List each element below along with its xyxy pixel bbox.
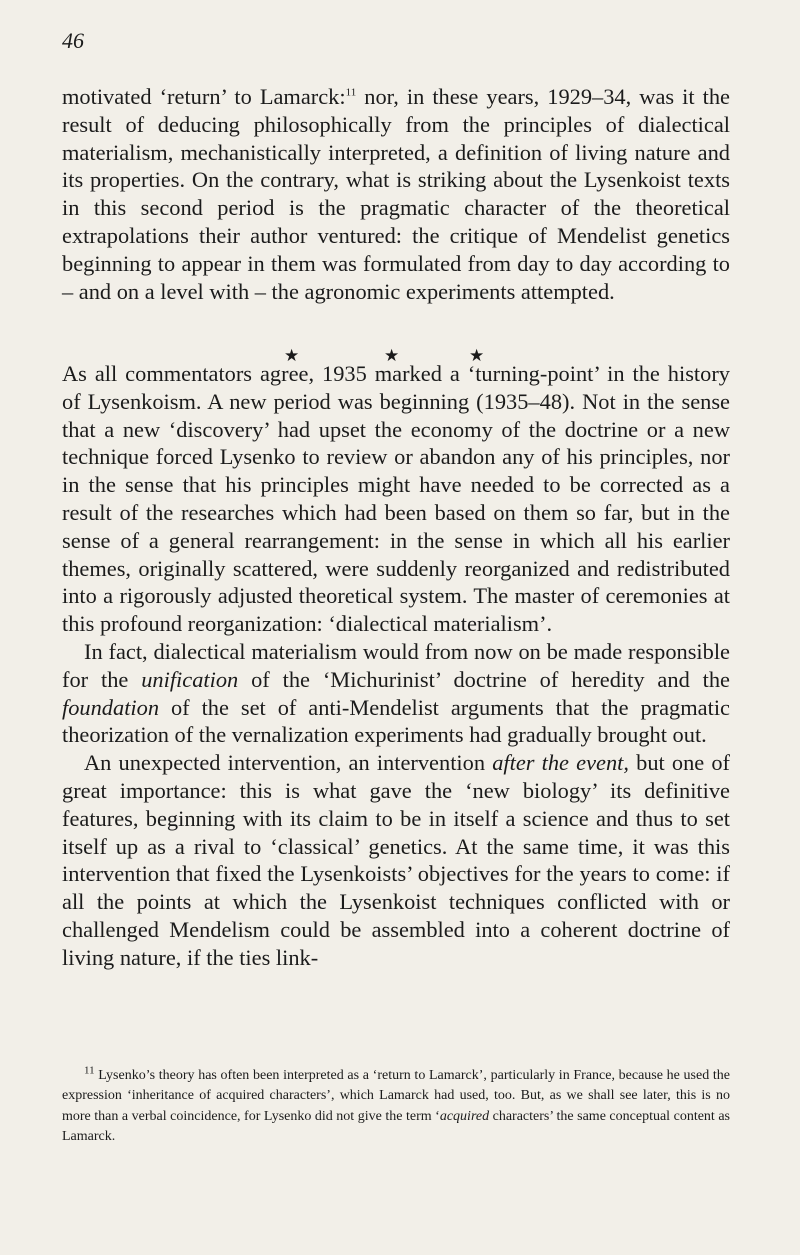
footnote-marker: 11 xyxy=(84,1064,95,1077)
footnote-reference[interactable]: 11 xyxy=(345,86,357,99)
footnote-text xyxy=(62,1066,730,1147)
paragraph-text: but one of great importance: this is what gave the ‘new biology’ its definitive features, beginning with its claim to be in itself a science and thus to set itself up as a rival to ‘classical’ genetics. At the same time, it was this intervention that fixed the Lysenkoists’ objectives for the years to come: if all the points at which the Lysenkoist techniques conflicted with or challenged Mendelism could be assembled into a coherent doctrine of living nature, if the ties link- xyxy=(62,750,731,970)
paragraph-dialectical-materialism xyxy=(62,638,730,749)
paragraph-text: In fact, dialectical materialism would from now on be made responsible for the xyxy=(62,638,730,692)
emphasis-text: acquired xyxy=(439,1108,490,1124)
paragraph-text: nor, in these years, 1929–34, was it the result of deducing philosophically from the principles of dialectical materialism, mechanistically interpreted, a definition of living nature and its properties. On the contrary, what is striking about the Lysenkoist texts in this second period is the pragmatic character of the theoretical extrapolations their author ventured: the critique of Mendelist genetics beginning to appear in them was formulated from day to day according to – and on a level with – the agronomic experiments attempted. xyxy=(62,84,730,304)
paragraph-intervention xyxy=(62,749,730,971)
main-text-bottom xyxy=(62,360,730,972)
paragraph-text: motivated ‘return’ to Lamarck: xyxy=(62,84,346,109)
paragraph-text: of the ‘Michurinist’ doctrine of heredity and the xyxy=(238,666,730,692)
paragraph-continued xyxy=(62,83,730,305)
page-number: 46 xyxy=(62,28,84,53)
star-ornament: ★ xyxy=(384,346,400,365)
footnote-body: characters’ the same conceptual content as Lamarck. xyxy=(62,1108,730,1144)
footnote-body: Lysenko’s theory has often been interpreted as a ‘return to Lamarck’, particularly in France, because he used the expression ‘inheritance of acquired characters’, which Lamarck had used, too. But, as we shall see later, this is no more than a verbal coincidence, for Lysenko did not give the term ‘ xyxy=(62,1068,730,1124)
star-ornament: ★ xyxy=(284,346,300,365)
emphasis-text: foundation xyxy=(62,694,160,720)
paragraph-text: of the set of anti-Mendelist arguments that the pragmatic theorization of the vernalization experiments had gradually brought out. xyxy=(62,694,730,748)
star-ornament: ★ xyxy=(469,346,485,365)
emphasis-text: after the event, xyxy=(492,750,629,776)
footnote xyxy=(62,1066,730,1147)
paragraph-text: An unexpected intervention, an intervention xyxy=(84,750,493,776)
paragraph-turning-point: As all commentators agree, 1935 marked a ‘turning-point’ in the history of Lysenkoism. A new period was beginning (1935–48). Not in the sense that a new ‘discovery’ had upset the economy of the doctrine or a new technique forced Lysenko to review or abandon any of his principles, nor in the sense that his principles might have needed to be corrected as a result of the researches which had been based on them so far, but in the sense of a general rearrangement: in the sense in which all his earlier themes, originally scattered, were suddenly reorganized and redistributed into a rigorously adjusted theoretical system. The master of ceremonies at this profound reorganization: ‘dialectical materialism’. xyxy=(62,361,730,637)
main-text-top xyxy=(62,83,730,305)
emphasis-text: unification xyxy=(141,666,239,692)
